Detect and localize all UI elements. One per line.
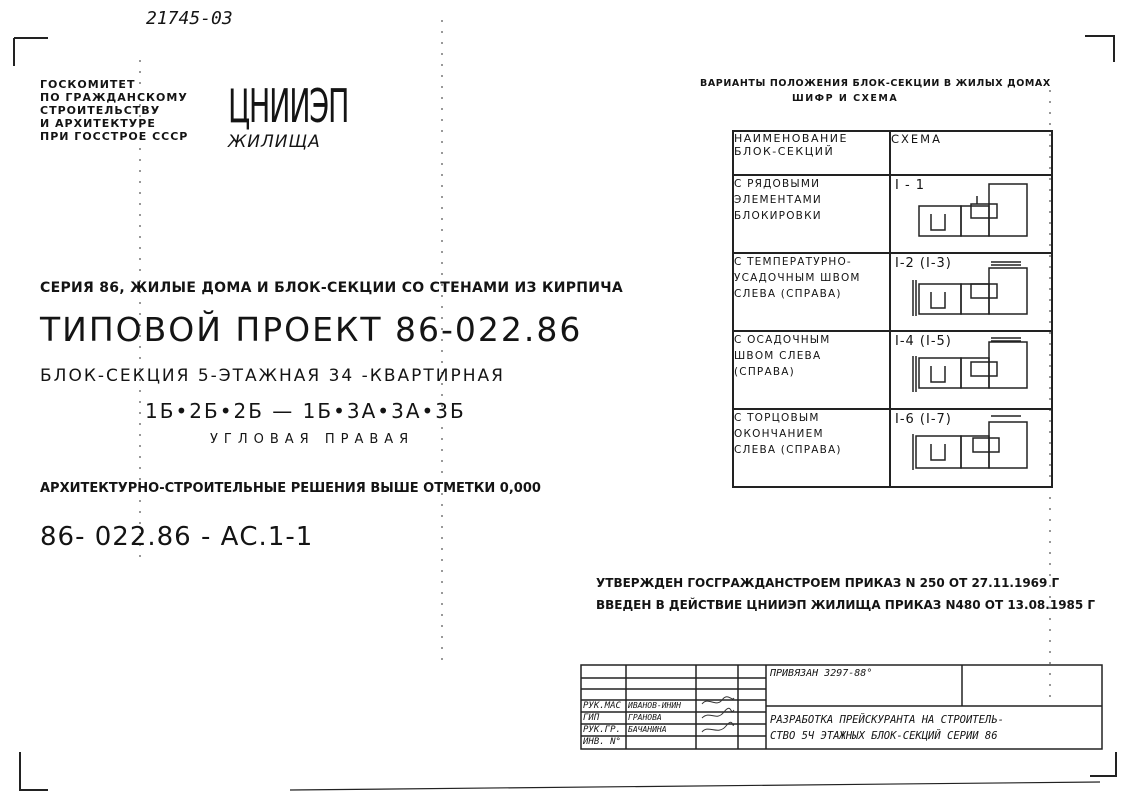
variants-table (732, 130, 1053, 488)
corner-mark-top-right (1085, 36, 1114, 62)
corner-mark-bottom-left (20, 752, 48, 790)
org-line-3: СТРОИТЕЛЬСТВУ (40, 104, 161, 117)
org-line-1: ГОСКОМИТЕТ (40, 78, 136, 91)
variant-row-3 (733, 331, 1052, 409)
enactment-line: ВВЕДЕН В ДЕЙСТВИЕ ЦНИИЭП ЖИЛИЩА ПРИКАЗ N480 ОТ 13.08.1985 Г (596, 598, 1096, 612)
variant-name: С ТЕМПЕРАТУРНО- УСАДОЧНЫМ ШВОМ СЛЕВА (СПРАВА) (733, 253, 890, 331)
variant-code: I - 1 (895, 178, 926, 193)
organization-block (40, 78, 188, 143)
stamp-role-1: РУК.МАС (583, 701, 621, 711)
series-title: СЕРИЯ 86, ЖИЛЫЕ ДОМА И БЛОК-СЕКЦИИ СО СТЕНАМИ ИЗ КИРПИЧА (40, 280, 624, 296)
title-block-stamp (580, 664, 1104, 752)
variant-code: I-2 (I-3) (895, 256, 952, 271)
corner-type: УГЛОВАЯ ПРАВАЯ (210, 432, 415, 447)
architecture-subtitle: АРХИТЕКТУРНО-СТРОИТЕЛЬНЫЕ РЕШЕНИЯ ВЫШЕ ОТМЕТКИ 0,000 (40, 481, 541, 496)
block-section-title: БЛОК-СЕКЦИЯ 5-ЭТАЖНАЯ 34 -КВАРТИРНАЯ (40, 366, 505, 386)
stamp-description-1: РАЗРАБОТКА ПРЕЙСКУРАНТА НА СТРОИТЕЛЬ- (770, 714, 1004, 726)
variant-scheme (890, 409, 1052, 487)
variant-code: I-4 (I-5) (895, 334, 952, 349)
variant-name: С РЯДОВЫМИ ЭЛЕМЕНТАМИ БЛОКИРОВКИ (733, 175, 890, 253)
variants-subtitle: ШИФР И СХЕМА (792, 93, 899, 104)
stamp-description-2: СТВО 5Ч ЭТАЖНЫХ БЛОК-СЕКЦИЙ СЕРИИ 86 (770, 730, 998, 742)
project-title: ТИПОВОЙ ПРОЕКТ 86-022.86 (40, 310, 583, 349)
variants-header-row (733, 131, 1052, 175)
bottom-edge-line (290, 782, 1100, 790)
variant-row-1 (733, 175, 1052, 253)
org-line-5: ПРИ ГОССТРОЕ СССР (40, 130, 189, 143)
col-name-header: НАИМЕНОВАНИЕ БЛОК-СЕКЦИЙ (733, 131, 890, 175)
stamp-role-4: ИНВ. N° (583, 737, 621, 747)
document-number: 86- 022.86 - АС.1-1 (40, 522, 314, 552)
corner-mark-bottom-right (1090, 752, 1116, 776)
stamp-name-3: БАЧАНИНА (628, 725, 667, 734)
logo-subtitle: ЖИЛИЩА (228, 132, 321, 152)
col-scheme-header: СХЕМА (890, 131, 1052, 175)
variant-name: С ОСАДОЧНЫМ ШВОМ СЛЕВА (СПРАВА) (733, 331, 890, 409)
stamp-role-3: РУК.ГР. (583, 725, 621, 735)
variant-name: С ТОРЦОВЫМ ОКОНЧАНИЕМ СЛЕВА (СПРАВА) (733, 409, 890, 487)
variant-code: I-6 (I-7) (895, 412, 952, 427)
signature-marks (698, 694, 738, 744)
logo-name: ЦНИИЭП (228, 79, 349, 133)
variants-title: ВАРИАНТЫ ПОЛОЖЕНИЯ БЛОК-СЕКЦИИ В ЖИЛЫХ ДОМАХ (700, 78, 1051, 89)
stamp-name-1: ИВАНОВ-ИНИН (628, 701, 681, 710)
apartment-codes: 1Б•2Б•2Б — 1Б•3А•3А•3Б (145, 399, 466, 423)
variant-scheme (890, 253, 1052, 331)
institute-logo (228, 78, 349, 152)
stamp-role-2: ГИП (583, 713, 600, 723)
variant-scheme (890, 175, 1052, 253)
handwritten-id: 21745-03 (146, 8, 233, 29)
corner-mark-top-left (14, 38, 48, 66)
approval-line: УТВЕРЖДЕН ГОСГРАЖДАНСТРОЕМ ПРИКАЗ N 250 ОТ 27.11.1969 Г (596, 576, 1060, 590)
variant-scheme (890, 331, 1052, 409)
stamp-name-2: ГРАНОВА (628, 713, 662, 722)
org-line-4: И АРХИТЕКТУРЕ (40, 117, 156, 130)
org-line-2: ПО ГРАЖДАНСКОМУ (40, 91, 188, 104)
stamp-bound: ПРИВЯЗАН 3297-88° (770, 668, 873, 679)
variant-row-2 (733, 253, 1052, 331)
variant-row-4 (733, 409, 1052, 487)
